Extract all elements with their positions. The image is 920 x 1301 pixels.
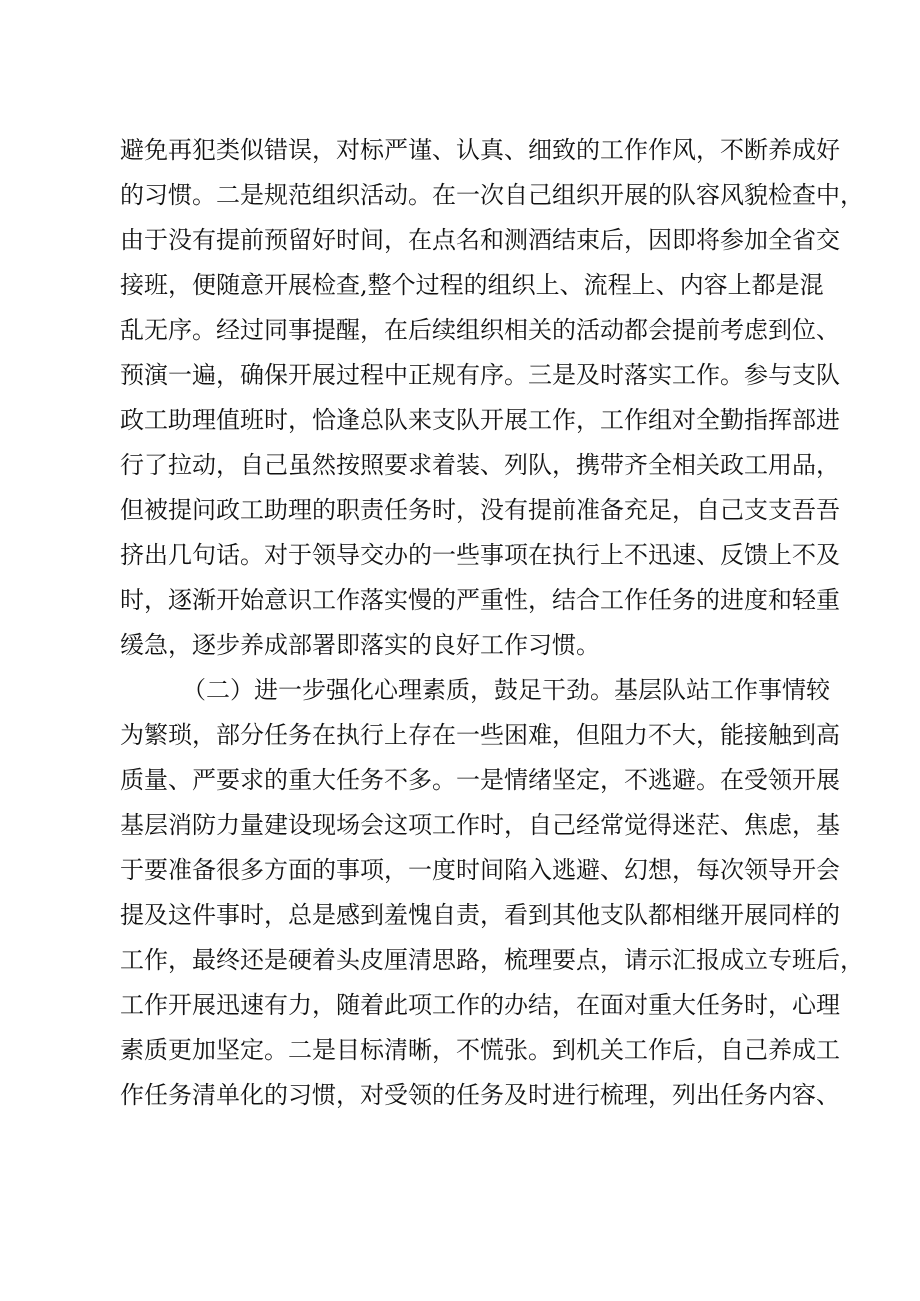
text-line: 接班，便随意开展检查,整个过程的组织上、流程上、内容上都是混 bbox=[120, 271, 824, 299]
text-line: 由于没有提前预留好时间，在点名和测酒结束后，因即将参加全省交 bbox=[120, 226, 840, 254]
text-line: 质量、严要求的重大任务不多。一是情绪坚定，不逃避。在受领开展 bbox=[120, 766, 840, 794]
text-line: 但被提问政工助理的职责任务时，没有提前准备充足，自己支支吾吾 bbox=[120, 496, 840, 524]
text-line: 作任务清单化的习惯，对受领的任务及时进行梳理，列出任务内容、 bbox=[120, 1081, 840, 1109]
text-line: 缓急，逐步养成部署即落实的良好工作习惯。 bbox=[120, 631, 600, 659]
text-line: 素质更加坚定。二是目标清晰，不慌张。到机关工作后，自己养成工 bbox=[120, 1036, 840, 1064]
text-line: 政工助理值班时，恰逢总队来支队开展工作，工作组对全勤指挥部进 bbox=[120, 406, 840, 434]
text-line: 避免再犯类似错误，对标严谨、认真、细致的工作作风，不断养成好 bbox=[120, 136, 840, 164]
text-line: 乱无序。经过同事提醒，在后续组织相关的活动都会提前考虑到位、 bbox=[120, 316, 840, 344]
text-line: 时，逐渐开始意识工作落实慢的严重性，结合工作任务的进度和轻重 bbox=[120, 586, 840, 614]
text-line: 为繁琐，部分任务在执行上存在一些困难，但阻力不大，能接触到高 bbox=[120, 721, 840, 749]
section-heading-line: （二）进一步强化心理素质，鼓足干劲。基层队站工作事情较 bbox=[182, 676, 830, 704]
text-line: 行了拉动，自己虽然按照要求着装、列队，携带齐全相关政工用品， bbox=[120, 451, 840, 479]
text-line: 预演一遍，确保开展过程中正规有序。三是及时落实工作。参与支队 bbox=[120, 361, 840, 389]
text-line: 提及这件事时，总是感到羞愧自责，看到其他支队都相继开展同样的 bbox=[120, 901, 840, 929]
text-line: 的习惯。二是规范组织活动。在一次自己组织开展的队容风貌检查中， bbox=[120, 181, 864, 209]
text-line: 基层消防力量建设现场会这项工作时，自己经常觉得迷茫、焦虑，基 bbox=[120, 811, 840, 839]
text-line: 工作，最终还是硬着头皮厘清思路，梳理要点，请示汇报成立专班后， bbox=[120, 946, 864, 974]
text-line: 工作开展迅速有力，随着此项工作的办结，在面对重大任务时，心理 bbox=[120, 991, 840, 1019]
text-line: 挤出几句话。对于领导交办的一些事项在执行上不迅速、反馈上不及 bbox=[120, 541, 840, 569]
text-line: 于要准备很多方面的事项，一度时间陷入逃避、幻想，每次领导开会 bbox=[120, 856, 840, 884]
